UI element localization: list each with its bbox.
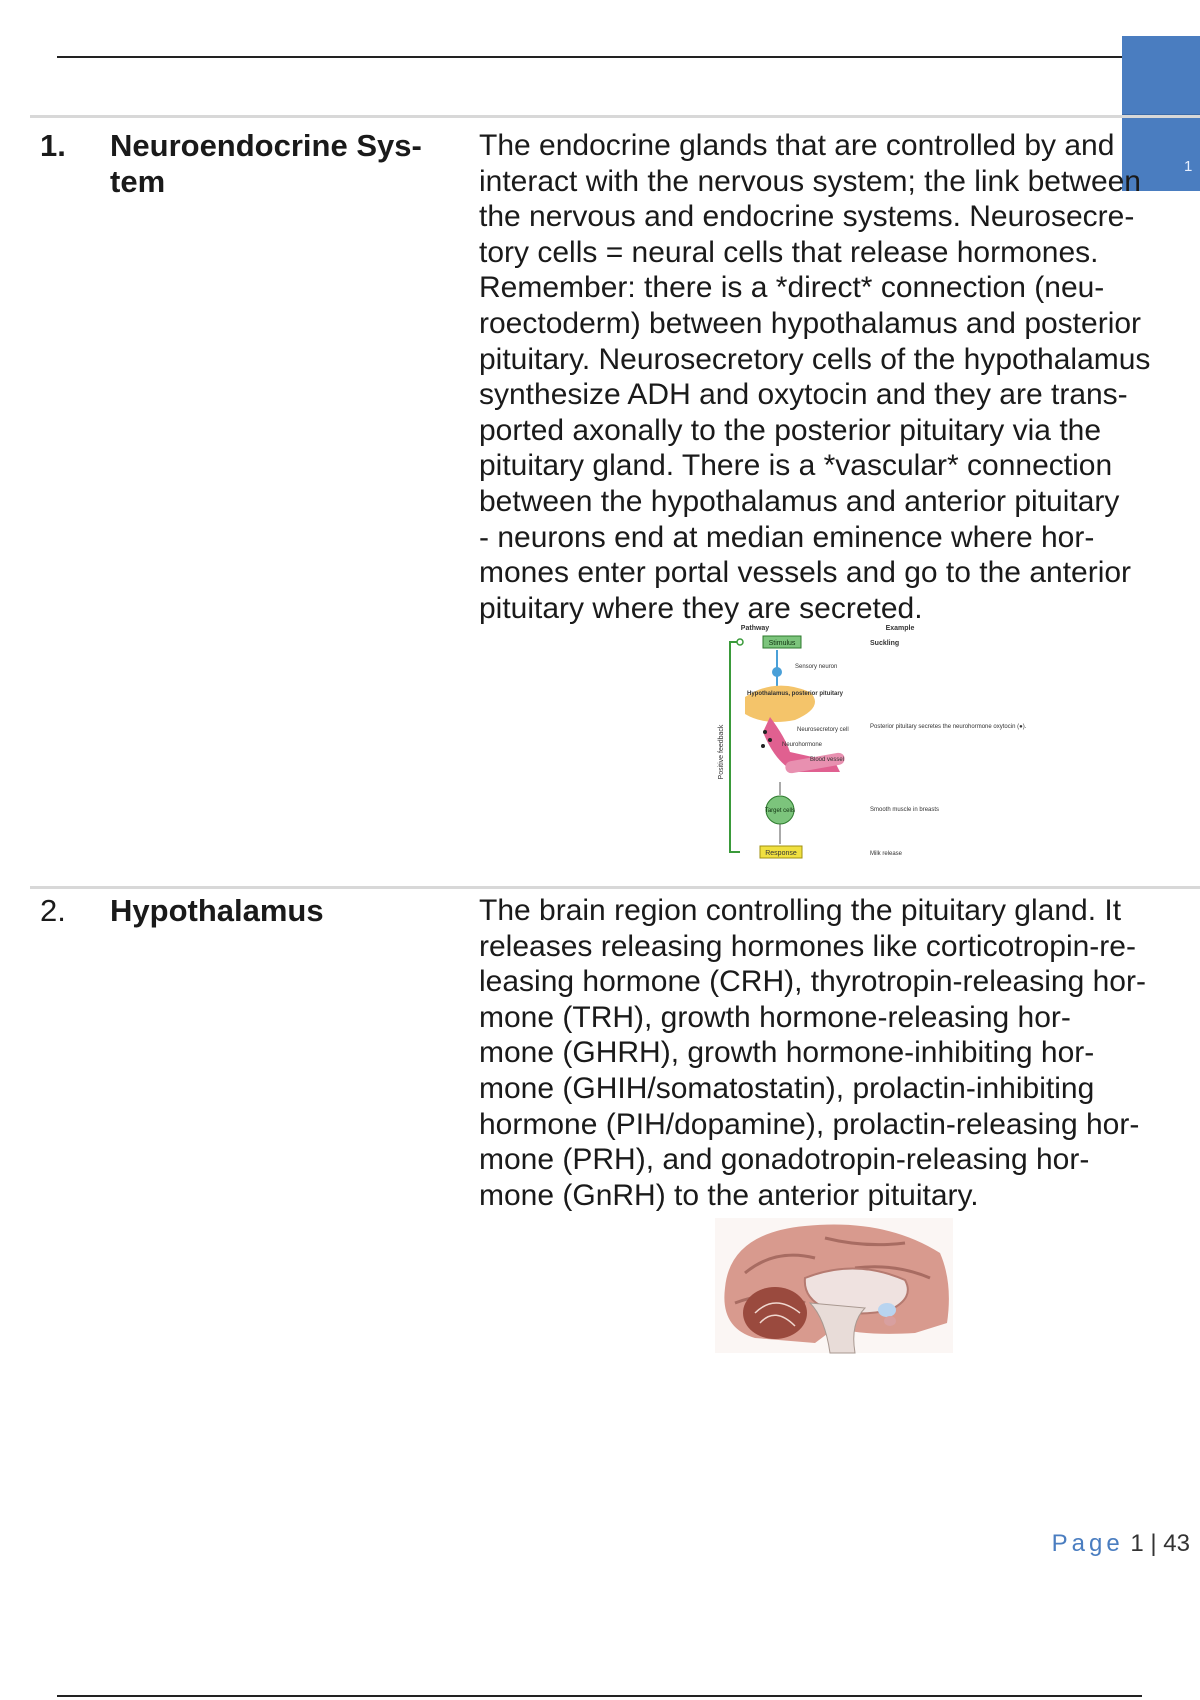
definition-line: pituitary gland. There is a *vascular* connection	[479, 449, 1113, 483]
entry-term	[110, 128, 450, 200]
definition-line: releases releasing hormones like corticotropin-re-	[479, 929, 1136, 963]
entry-term-text: Hypothalamus	[110, 893, 324, 928]
definition-line: mone (GHIH/somatostatin), prolactin-inhibiting	[479, 1071, 1095, 1105]
figure-col-pathway: Pathway	[740, 625, 770, 632]
footer-total-pages: 43	[1163, 1530, 1190, 1557]
figure-response: Response	[765, 850, 797, 857]
figure-blood-vessel: Blood vessel	[810, 757, 845, 763]
definition-line: tory cells = neural cells that release hormones.	[479, 235, 1099, 269]
figure-positive-feedback: Positive feedback	[718, 724, 725, 780]
definition-line: mones enter portal vessels and go to the anterior	[479, 556, 1132, 590]
definition-line: pituitary. Neurosecretory cells of the hypothalamus	[479, 342, 1151, 376]
definition-line: mone (GHRH), growth hormone-inhibiting hor-	[479, 1036, 1095, 1070]
footer-page-label: Page	[1051, 1530, 1124, 1557]
definition-line: mone (TRH), growth hormone-releasing hor-	[479, 1000, 1071, 1034]
figure-hypothalamus: Hypothalamus, posterior pituitary	[747, 691, 844, 697]
definition-line: synthesize ADH and oxytocin and they are trans-	[479, 378, 1128, 412]
definition-line: ported axonally to the posterior pituitary via the	[479, 413, 1102, 447]
figure-ex-posterior: Posterior pituitary secretes the neurohormone oxytocin (●).	[870, 724, 1027, 730]
definition-line: Remember: there is a *direct* connection (neu-	[479, 271, 1105, 305]
entry-definition	[479, 893, 1184, 1213]
sensory-neuron-icon	[772, 667, 782, 677]
figure-neurosecretory-cell: Neurosecretory cell	[797, 727, 849, 733]
entry-term-text: Neuroendocrine Sys- tem	[110, 128, 422, 199]
definition-line: roectoderm) between hypothalamus and posterior	[479, 306, 1142, 340]
definition-line: leasing hormone (CRH), thyrotropin-releasing hor-	[479, 965, 1146, 999]
definition-line: hormone (PIH/dopamine), prolactin-releasing hor-	[479, 1107, 1140, 1141]
definition-line: mone (PRH), and gonadotropin-releasing hor-	[479, 1143, 1090, 1177]
definition-line: pituitary where they are secreted.	[479, 591, 923, 625]
definition-line: mone (GnRH) to the anterior pituitary.	[479, 1178, 979, 1212]
header-rule	[57, 56, 1122, 58]
figure-sensory-neuron: Sensory neuron	[795, 664, 838, 670]
row-divider	[30, 115, 1200, 118]
row-divider	[30, 886, 1200, 889]
entry-number: 1.	[40, 128, 66, 163]
entry-definition	[479, 128, 1184, 626]
page-footer: Page 1 | 43	[1051, 1530, 1190, 1557]
entry-term	[110, 893, 450, 929]
definition-line: - neurons end at median eminence where hor-	[479, 520, 1095, 554]
figure-ex-smooth-muscle: Smooth muscle in breasts	[870, 807, 940, 813]
definition-line: The brain region controlling the pituitary gland. It	[479, 894, 1122, 927]
figure-col-example: Example	[885, 625, 915, 632]
figure-ex-milk: Milk release	[870, 851, 903, 857]
entry-number: 2.	[40, 893, 66, 928]
definition-line: The endocrine glands that are controlled by and	[479, 129, 1115, 162]
feedback-plus-icon	[737, 639, 743, 645]
figure-stimulus: Stimulus	[768, 640, 796, 647]
corner-page-number: 1	[1184, 158, 1193, 175]
oxytocin-pathway-figure	[715, 622, 1027, 872]
footer-current-page: 1	[1130, 1530, 1144, 1557]
brain-sagittal-image	[715, 1218, 953, 1353]
definition-line: the nervous and endocrine systems. Neurosecre-	[479, 200, 1135, 234]
figure-neurohormone: Neurohormone	[782, 742, 823, 748]
hypothalamus-highlight	[878, 1303, 896, 1317]
definition-line: between the hypothalamus and anterior pituitary	[479, 484, 1120, 518]
feedback-loop-line	[730, 642, 740, 852]
figure-ex-suckling: Suckling	[870, 640, 900, 647]
figure-target-cells: Target cells	[764, 808, 796, 814]
footer-rule	[57, 1695, 1142, 1697]
definition-line: interact with the nervous system; the link between	[479, 164, 1141, 198]
